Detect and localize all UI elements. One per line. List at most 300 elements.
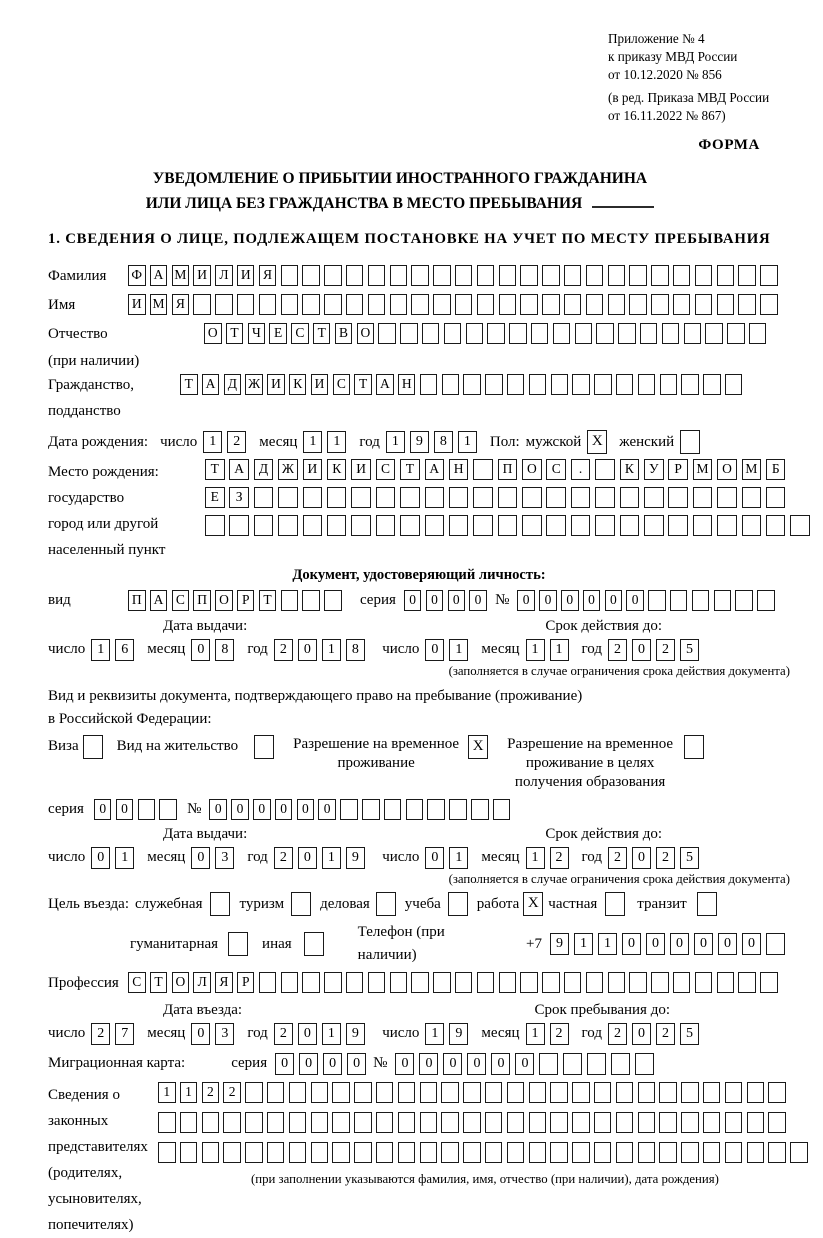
char-box[interactable]: Л	[193, 972, 211, 993]
char-box[interactable]: М	[742, 459, 762, 480]
birth-place-row1-input[interactable]	[205, 459, 815, 480]
char-box[interactable]	[522, 515, 542, 536]
char-box[interactable]	[267, 1082, 285, 1103]
char-box[interactable]	[245, 1082, 263, 1103]
char-box[interactable]	[477, 265, 495, 286]
char-box[interactable]	[485, 1142, 503, 1163]
char-box[interactable]: 0	[561, 590, 579, 611]
char-box[interactable]	[529, 374, 547, 395]
char-box[interactable]	[684, 323, 702, 344]
char-box[interactable]	[742, 487, 762, 508]
char-box[interactable]	[499, 265, 517, 286]
stay-day-input[interactable]	[425, 1023, 473, 1045]
char-box[interactable]	[760, 294, 778, 315]
representatives-row1-input[interactable]	[158, 1082, 812, 1103]
char-box[interactable]	[180, 1142, 198, 1163]
char-box[interactable]	[563, 1053, 582, 1075]
char-box[interactable]	[411, 972, 429, 993]
char-box[interactable]	[493, 799, 511, 820]
char-box[interactable]: С	[291, 323, 309, 344]
char-box[interactable]	[717, 294, 735, 315]
char-box[interactable]	[473, 459, 493, 480]
char-box[interactable]	[441, 1082, 459, 1103]
char-box[interactable]	[550, 1142, 568, 1163]
char-box[interactable]: А	[150, 265, 168, 286]
char-box[interactable]	[550, 1082, 568, 1103]
char-box[interactable]: А	[425, 459, 445, 480]
char-box[interactable]: 1	[158, 1082, 176, 1103]
char-box[interactable]	[384, 799, 402, 820]
char-box[interactable]	[571, 515, 591, 536]
birth-month-input[interactable]	[303, 431, 351, 453]
char-box[interactable]	[302, 590, 320, 611]
char-box[interactable]: С	[546, 459, 566, 480]
char-box[interactable]: О	[717, 459, 737, 480]
char-box[interactable]: 0	[323, 1053, 342, 1075]
char-box[interactable]: С	[128, 972, 146, 993]
char-box[interactable]	[553, 323, 571, 344]
char-box[interactable]	[332, 1082, 350, 1103]
char-box[interactable]	[158, 1142, 176, 1163]
char-box[interactable]	[398, 1142, 416, 1163]
char-box[interactable]	[245, 1142, 263, 1163]
char-box[interactable]	[351, 487, 371, 508]
char-box[interactable]	[571, 487, 591, 508]
char-box[interactable]	[477, 294, 495, 315]
char-box[interactable]	[442, 374, 460, 395]
char-box[interactable]	[507, 1142, 525, 1163]
stay-year-input[interactable]	[608, 1023, 704, 1045]
purpose-study-checkbox[interactable]	[448, 892, 468, 916]
char-box[interactable]: 0	[742, 933, 761, 955]
char-box[interactable]	[368, 972, 386, 993]
purpose-transit-checkbox[interactable]	[697, 892, 717, 916]
char-box[interactable]: 2	[656, 639, 675, 661]
char-box[interactable]: 0	[116, 799, 134, 820]
char-box[interactable]: 1	[203, 431, 222, 453]
char-box[interactable]	[327, 515, 347, 536]
char-box[interactable]: К	[327, 459, 347, 480]
char-box[interactable]: П	[128, 590, 146, 611]
representatives-row3-input[interactable]	[158, 1142, 812, 1163]
char-box[interactable]: Р	[668, 459, 688, 480]
char-box[interactable]	[564, 294, 582, 315]
char-box[interactable]	[473, 515, 493, 536]
phone-input[interactable]	[550, 933, 790, 955]
char-box[interactable]: Ж	[245, 374, 263, 395]
char-box[interactable]	[550, 1112, 568, 1133]
char-box[interactable]: 0	[583, 590, 601, 611]
birth-day-input[interactable]	[203, 431, 251, 453]
char-box[interactable]: М	[693, 459, 713, 480]
char-box[interactable]: 1	[180, 1082, 198, 1103]
char-box[interactable]	[572, 374, 590, 395]
char-box[interactable]	[463, 1112, 481, 1133]
char-box[interactable]	[703, 374, 721, 395]
char-box[interactable]	[670, 590, 688, 611]
char-box[interactable]	[693, 515, 713, 536]
char-box[interactable]	[159, 799, 177, 820]
char-box[interactable]: 0	[191, 639, 210, 661]
char-box[interactable]: 0	[253, 799, 271, 820]
char-box[interactable]	[311, 1142, 329, 1163]
char-box[interactable]	[498, 515, 518, 536]
char-box[interactable]: П	[193, 590, 211, 611]
char-box[interactable]: 1	[322, 639, 341, 661]
char-box[interactable]: 2	[274, 639, 293, 661]
purpose-private-checkbox[interactable]	[605, 892, 625, 916]
char-box[interactable]: 1	[322, 1023, 341, 1045]
char-box[interactable]: Т	[226, 323, 244, 344]
char-box[interactable]	[237, 294, 255, 315]
char-box[interactable]	[747, 1082, 765, 1103]
char-box[interactable]: 1	[526, 1023, 545, 1045]
char-box[interactable]	[340, 799, 358, 820]
char-box[interactable]: 7	[115, 1023, 134, 1045]
char-box[interactable]	[444, 323, 462, 344]
sex-female-checkbox[interactable]	[680, 430, 700, 454]
birth-place-row2-input[interactable]	[205, 487, 815, 508]
res-issue-year-input[interactable]	[274, 847, 370, 869]
doc-issue-month-input[interactable]	[191, 639, 239, 661]
char-box[interactable]	[768, 1142, 786, 1163]
char-box[interactable]: К	[289, 374, 307, 395]
char-box[interactable]: С	[333, 374, 351, 395]
char-box[interactable]: О	[204, 323, 222, 344]
char-box[interactable]: Ч	[248, 323, 266, 344]
char-box[interactable]: 1	[91, 639, 110, 661]
char-box[interactable]	[324, 294, 342, 315]
char-box[interactable]: 0	[404, 590, 422, 611]
mig-number-input[interactable]	[395, 1053, 659, 1075]
doc-kind-input[interactable]	[128, 590, 346, 611]
char-box[interactable]	[354, 1112, 372, 1133]
char-box[interactable]	[717, 515, 737, 536]
char-box[interactable]: И	[128, 294, 146, 315]
char-box[interactable]: И	[193, 265, 211, 286]
char-box[interactable]	[681, 374, 699, 395]
char-box[interactable]: 0	[515, 1053, 534, 1075]
char-box[interactable]	[463, 374, 481, 395]
char-box[interactable]: 0	[231, 799, 249, 820]
char-box[interactable]: 1	[322, 847, 341, 869]
char-box[interactable]: Л	[215, 265, 233, 286]
char-box[interactable]: А	[150, 590, 168, 611]
char-box[interactable]	[703, 1082, 721, 1103]
visa-checkbox[interactable]	[83, 735, 103, 759]
char-box[interactable]	[551, 374, 569, 395]
char-box[interactable]	[223, 1142, 241, 1163]
sex-male-checkbox[interactable]: X	[587, 430, 607, 454]
char-box[interactable]: 0	[209, 799, 227, 820]
char-box[interactable]	[695, 972, 713, 993]
char-box[interactable]	[640, 323, 658, 344]
char-box[interactable]	[324, 265, 342, 286]
char-box[interactable]: 2	[608, 847, 627, 869]
char-box[interactable]	[725, 1112, 743, 1133]
char-box[interactable]	[433, 972, 451, 993]
char-box[interactable]: 0	[94, 799, 112, 820]
char-box[interactable]	[522, 487, 542, 508]
char-box[interactable]	[420, 374, 438, 395]
entry-year-input[interactable]	[274, 1023, 370, 1045]
char-box[interactable]	[311, 1112, 329, 1133]
char-box[interactable]: 1	[115, 847, 134, 869]
char-box[interactable]	[376, 487, 396, 508]
char-box[interactable]: Р	[237, 590, 255, 611]
char-box[interactable]: 0	[469, 590, 487, 611]
char-box[interactable]: Т	[180, 374, 198, 395]
char-box[interactable]: 0	[517, 590, 535, 611]
char-box[interactable]	[254, 515, 274, 536]
char-box[interactable]: 1	[449, 847, 468, 869]
char-box[interactable]: 0	[395, 1053, 414, 1075]
char-box[interactable]: 0	[275, 799, 293, 820]
char-box[interactable]	[564, 265, 582, 286]
char-box[interactable]: 0	[467, 1053, 486, 1075]
char-box[interactable]: 9	[346, 847, 365, 869]
char-box[interactable]	[376, 1142, 394, 1163]
char-box[interactable]	[499, 294, 517, 315]
char-box[interactable]	[668, 487, 688, 508]
char-box[interactable]	[529, 1142, 547, 1163]
res-issue-day-input[interactable]	[91, 847, 139, 869]
char-box[interactable]	[586, 294, 604, 315]
char-box[interactable]	[620, 487, 640, 508]
char-box[interactable]: А	[229, 459, 249, 480]
char-box[interactable]	[332, 1112, 350, 1133]
char-box[interactable]	[302, 972, 320, 993]
char-box[interactable]	[596, 323, 614, 344]
char-box[interactable]	[354, 1082, 372, 1103]
char-box[interactable]	[376, 1082, 394, 1103]
char-box[interactable]	[539, 1053, 558, 1075]
char-box[interactable]	[507, 1082, 525, 1103]
char-box[interactable]	[202, 1112, 220, 1133]
char-box[interactable]: 1	[458, 431, 477, 453]
char-box[interactable]	[725, 374, 743, 395]
char-box[interactable]	[507, 1112, 525, 1133]
char-box[interactable]: 0	[299, 1053, 318, 1075]
char-box[interactable]: 0	[91, 847, 110, 869]
char-box[interactable]	[575, 323, 593, 344]
char-box[interactable]	[487, 323, 505, 344]
char-box[interactable]	[422, 323, 440, 344]
mig-series-input[interactable]	[275, 1053, 371, 1075]
char-box[interactable]	[259, 972, 277, 993]
char-box[interactable]	[449, 799, 467, 820]
char-box[interactable]	[215, 294, 233, 315]
char-box[interactable]: 0	[318, 799, 336, 820]
char-box[interactable]	[303, 487, 323, 508]
char-box[interactable]	[303, 515, 323, 536]
char-box[interactable]	[376, 515, 396, 536]
char-box[interactable]: 2	[656, 1023, 675, 1045]
char-box[interactable]	[717, 265, 735, 286]
char-box[interactable]	[673, 294, 691, 315]
char-box[interactable]: 0	[425, 639, 444, 661]
char-box[interactable]: 0	[426, 590, 444, 611]
char-box[interactable]: 1	[303, 431, 322, 453]
char-box[interactable]	[520, 972, 538, 993]
char-box[interactable]	[608, 265, 626, 286]
char-box[interactable]	[509, 323, 527, 344]
char-box[interactable]	[542, 294, 560, 315]
char-box[interactable]: 9	[550, 933, 569, 955]
char-box[interactable]	[735, 590, 753, 611]
char-box[interactable]	[546, 515, 566, 536]
char-box[interactable]	[638, 1082, 656, 1103]
char-box[interactable]: 0	[425, 847, 444, 869]
char-box[interactable]	[477, 972, 495, 993]
char-box[interactable]: И	[351, 459, 371, 480]
char-box[interactable]: Т	[313, 323, 331, 344]
char-box[interactable]: 0	[539, 590, 557, 611]
char-box[interactable]	[471, 799, 489, 820]
char-box[interactable]: 0	[298, 847, 317, 869]
purpose-tourism-checkbox[interactable]	[291, 892, 311, 916]
char-box[interactable]	[229, 515, 249, 536]
char-box[interactable]	[705, 323, 723, 344]
char-box[interactable]	[681, 1082, 699, 1103]
char-box[interactable]	[572, 1142, 590, 1163]
char-box[interactable]: С	[376, 459, 396, 480]
res-valid-month-input[interactable]	[526, 847, 574, 869]
char-box[interactable]: 1	[425, 1023, 444, 1045]
char-box[interactable]	[681, 1142, 699, 1163]
char-box[interactable]	[747, 1112, 765, 1133]
residence-permit-checkbox[interactable]	[254, 735, 274, 759]
char-box[interactable]	[278, 487, 298, 508]
char-box[interactable]	[420, 1142, 438, 1163]
char-box[interactable]: 2	[550, 847, 569, 869]
char-box[interactable]: 0	[298, 639, 317, 661]
char-box[interactable]	[400, 487, 420, 508]
char-box[interactable]	[695, 265, 713, 286]
char-box[interactable]	[629, 265, 647, 286]
char-box[interactable]: В	[335, 323, 353, 344]
char-box[interactable]: 0	[297, 799, 315, 820]
char-box[interactable]	[281, 265, 299, 286]
char-box[interactable]	[659, 1112, 677, 1133]
char-box[interactable]	[520, 294, 538, 315]
char-box[interactable]	[594, 1112, 612, 1133]
purpose-business-checkbox[interactable]	[376, 892, 396, 916]
char-box[interactable]	[398, 1112, 416, 1133]
char-box[interactable]	[324, 590, 342, 611]
doc-number-input[interactable]	[517, 590, 779, 611]
char-box[interactable]	[398, 1082, 416, 1103]
char-box[interactable]	[749, 323, 767, 344]
char-box[interactable]	[254, 487, 274, 508]
char-box[interactable]: 2	[274, 847, 293, 869]
char-box[interactable]	[400, 323, 418, 344]
char-box[interactable]: Т	[150, 972, 168, 993]
char-box[interactable]	[673, 265, 691, 286]
char-box[interactable]	[433, 265, 451, 286]
purpose-official-checkbox[interactable]	[210, 892, 230, 916]
char-box[interactable]	[587, 1053, 606, 1075]
char-box[interactable]	[327, 487, 347, 508]
char-box[interactable]: Р	[237, 972, 255, 993]
char-box[interactable]	[354, 1142, 372, 1163]
char-box[interactable]	[205, 515, 225, 536]
char-box[interactable]	[193, 294, 211, 315]
char-box[interactable]	[406, 799, 424, 820]
char-box[interactable]: 0	[626, 590, 644, 611]
char-box[interactable]: М	[172, 265, 190, 286]
char-box[interactable]: 2	[550, 1023, 569, 1045]
res-valid-year-input[interactable]	[608, 847, 704, 869]
char-box[interactable]: 1	[598, 933, 617, 955]
birth-year-input[interactable]	[386, 431, 482, 453]
given-name-input[interactable]	[128, 294, 782, 315]
char-box[interactable]	[267, 1142, 285, 1163]
purpose-work-checkbox[interactable]: X	[523, 892, 543, 916]
char-box[interactable]	[638, 1112, 656, 1133]
char-box[interactable]: 3	[215, 847, 234, 869]
char-box[interactable]: 0	[632, 639, 651, 661]
char-box[interactable]	[368, 265, 386, 286]
char-box[interactable]: 0	[646, 933, 665, 955]
char-box[interactable]: А	[202, 374, 220, 395]
char-box[interactable]	[659, 1142, 677, 1163]
char-box[interactable]: 0	[605, 590, 623, 611]
char-box[interactable]: Д	[254, 459, 274, 480]
char-box[interactable]	[725, 1142, 743, 1163]
char-box[interactable]	[747, 1142, 765, 1163]
res-series-input[interactable]	[94, 799, 181, 820]
char-box[interactable]: Д	[224, 374, 242, 395]
char-box[interactable]	[449, 515, 469, 536]
char-box[interactable]: Т	[400, 459, 420, 480]
char-box[interactable]	[594, 374, 612, 395]
char-box[interactable]: Ф	[128, 265, 146, 286]
char-box[interactable]: 2	[202, 1082, 220, 1103]
char-box[interactable]: 1	[449, 639, 468, 661]
char-box[interactable]	[455, 265, 473, 286]
entry-month-input[interactable]	[191, 1023, 239, 1045]
char-box[interactable]: 0	[448, 590, 466, 611]
char-box[interactable]: 1	[550, 639, 569, 661]
char-box[interactable]	[595, 459, 615, 480]
char-box[interactable]	[302, 265, 320, 286]
char-box[interactable]	[441, 1142, 459, 1163]
char-box[interactable]: 3	[215, 1023, 234, 1045]
char-box[interactable]	[662, 323, 680, 344]
doc-valid-month-input[interactable]	[526, 639, 574, 661]
char-box[interactable]	[278, 515, 298, 536]
char-box[interactable]	[463, 1082, 481, 1103]
char-box[interactable]	[455, 294, 473, 315]
char-box[interactable]	[324, 972, 342, 993]
char-box[interactable]	[790, 1142, 808, 1163]
char-box[interactable]	[138, 799, 156, 820]
char-box[interactable]	[717, 487, 737, 508]
char-box[interactable]	[485, 374, 503, 395]
char-box[interactable]: С	[172, 590, 190, 611]
char-box[interactable]	[594, 1142, 612, 1163]
char-box[interactable]	[766, 487, 786, 508]
char-box[interactable]: 2	[227, 431, 246, 453]
char-box[interactable]	[659, 1082, 677, 1103]
char-box[interactable]	[376, 1112, 394, 1133]
char-box[interactable]: О	[215, 590, 233, 611]
char-box[interactable]: О	[172, 972, 190, 993]
char-box[interactable]	[611, 1053, 630, 1075]
patronymic-input[interactable]	[204, 323, 771, 344]
char-box[interactable]	[463, 1142, 481, 1163]
